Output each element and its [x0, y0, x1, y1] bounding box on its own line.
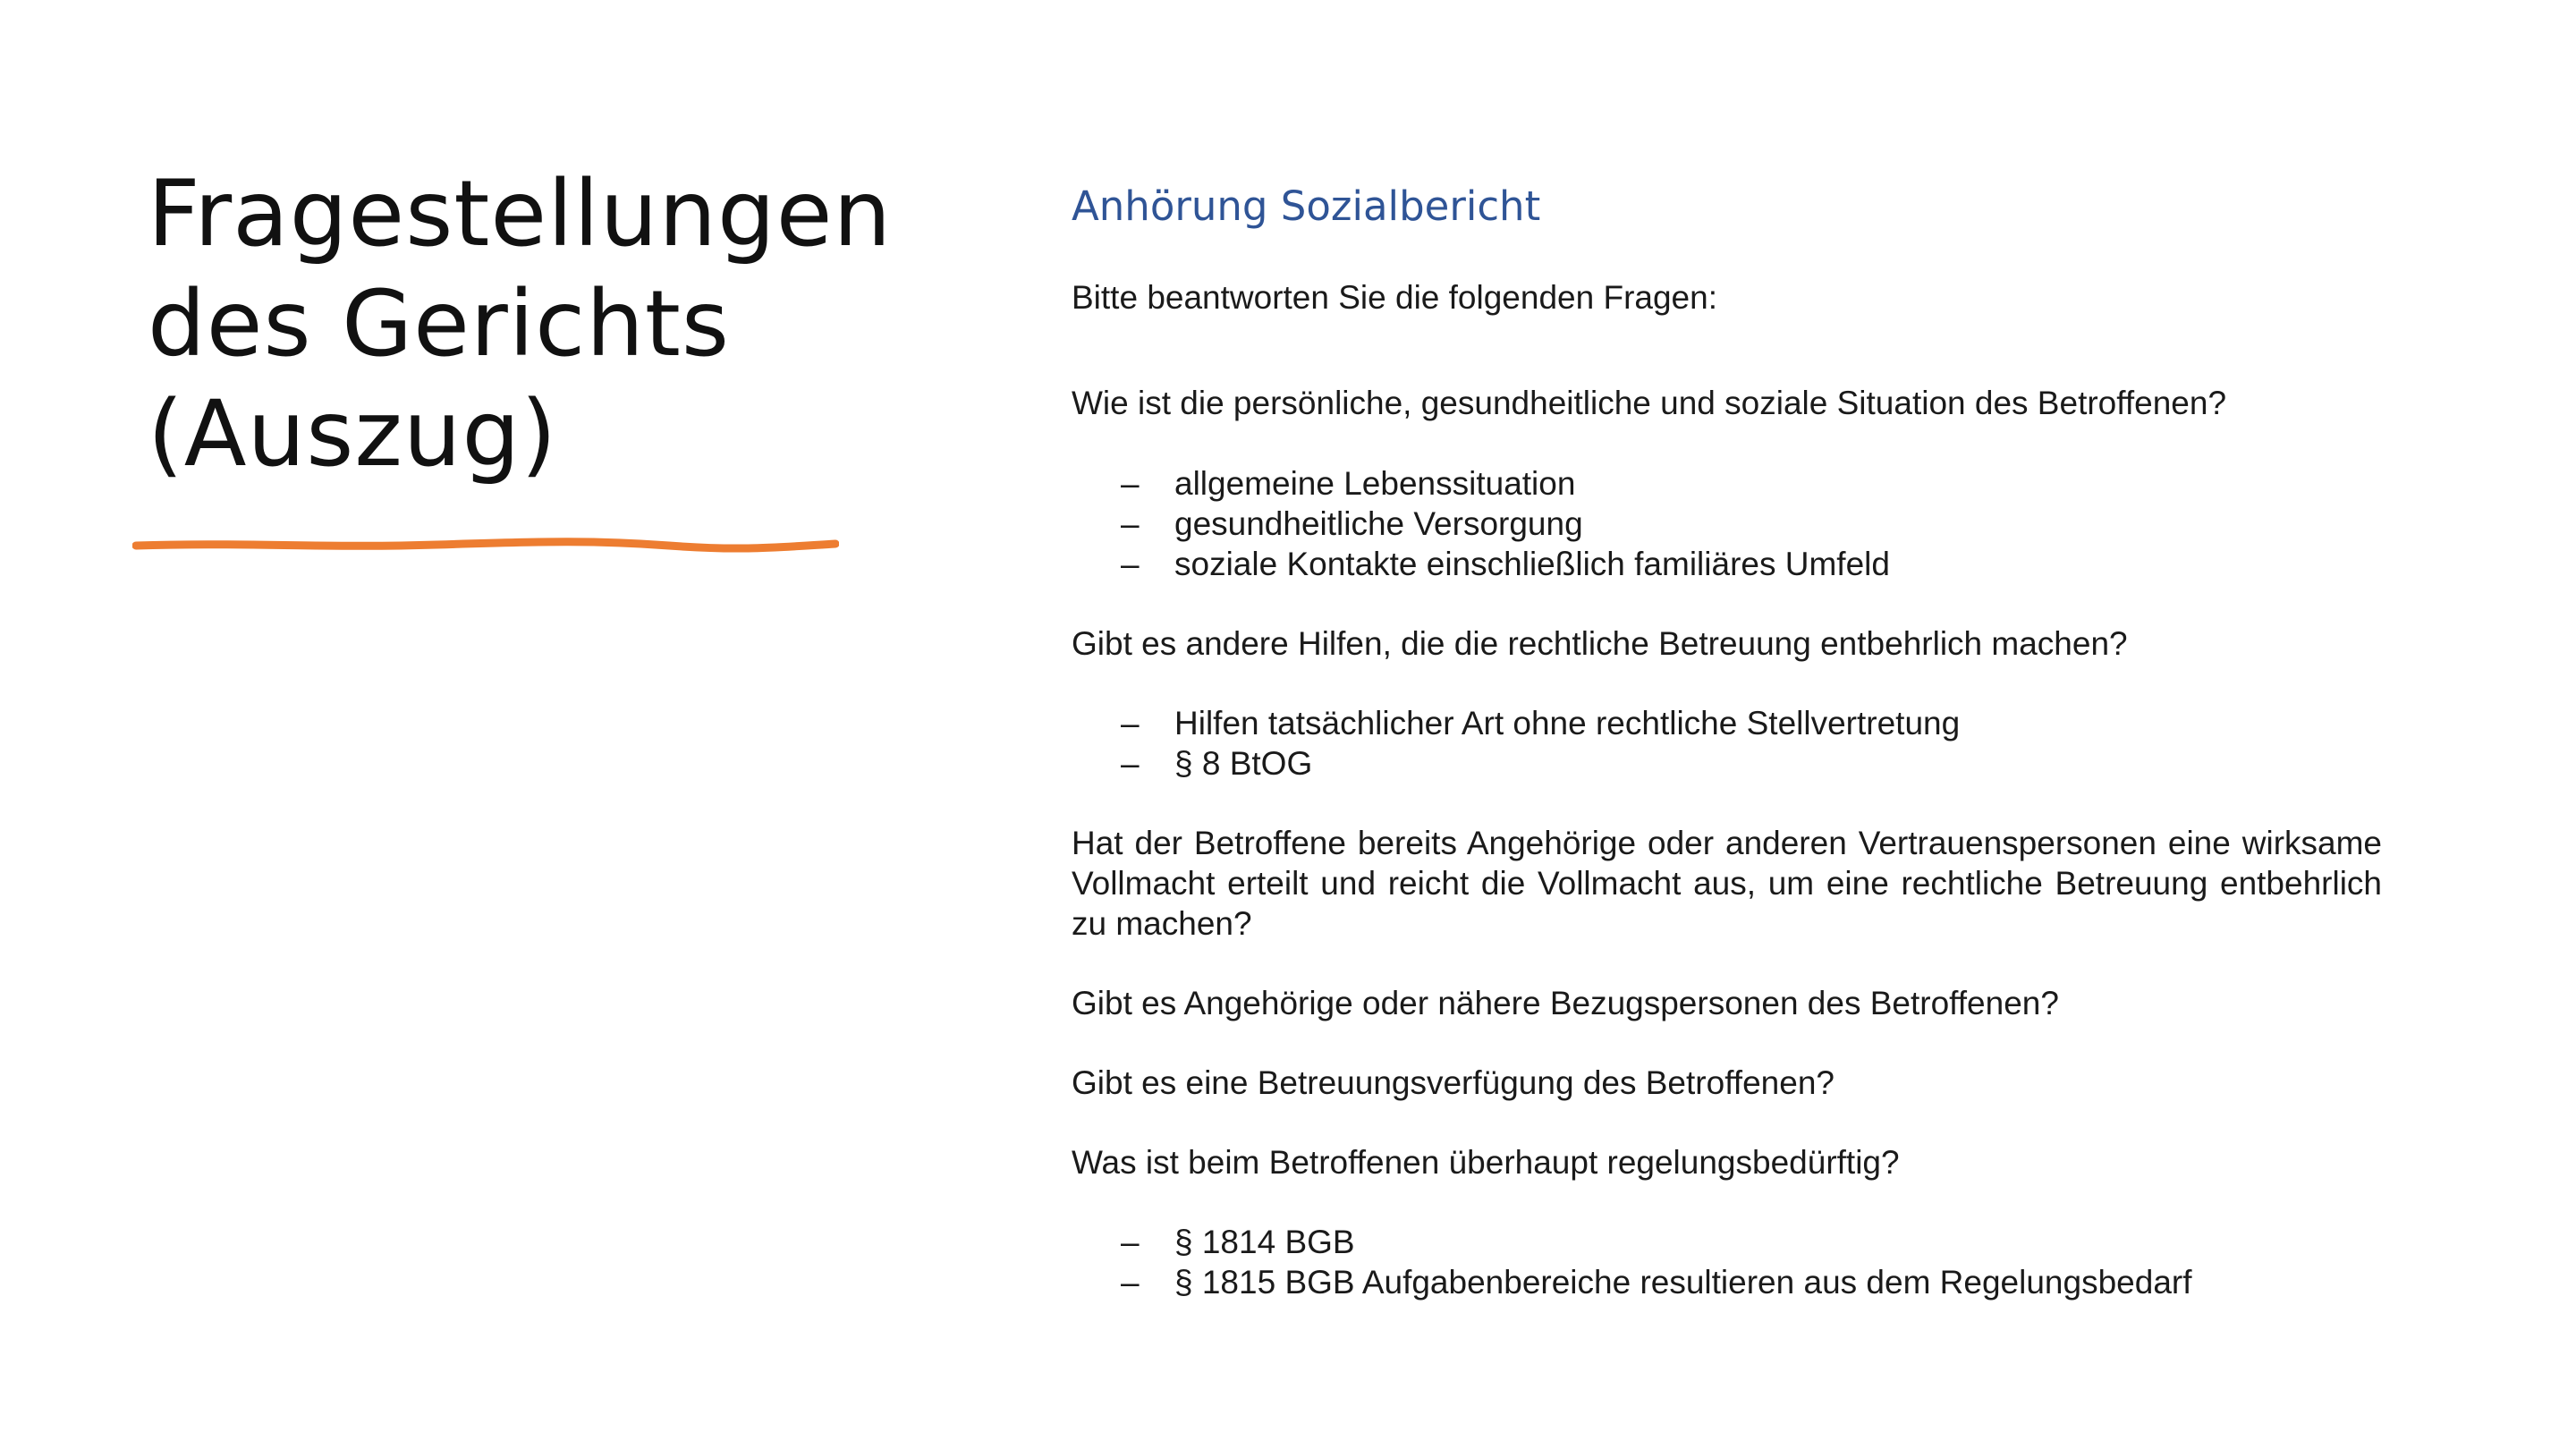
list-item: – gesundheitliche Versorgung — [1121, 504, 1890, 544]
question-other-help: Gibt es andere Hilfen, die die rechtliche Betreuung entbehrlich machen? — [1072, 625, 2128, 662]
title-accent-line — [132, 535, 839, 556]
list-item: – Hilfen tatsächlicher Art ohne rechtliche Stellvertretung — [1121, 703, 1960, 743]
slide-title — [148, 159, 935, 489]
question-other-help-bullets — [1121, 703, 1960, 784]
list-item: – § 8 BtOG — [1121, 743, 1960, 784]
intro-text: Bitte beantworten Sie die folgenden Fragen: — [1072, 279, 1717, 316]
question-situation-bullets — [1121, 463, 1890, 584]
question-relatives: Gibt es Angehörige oder nähere Bezugspersonen des Betroffenen? — [1072, 985, 2059, 1021]
document-heading: Anhörung Sozialbericht — [1072, 182, 1541, 230]
question-power-of-attorney: Hat der Betroffene bereits Angehörige oder anderen Vertrauenspersonen eine wirksame Vollmacht erteilt und reicht die Vollmacht aus, um eine rechtliche Betreuung entbehrlich zu machen? — [1072, 825, 2382, 942]
list-item: – allgemeine Lebenssituation — [1121, 463, 1890, 504]
list-item: – § 1815 BGB Aufgabenbereiche resultieren aus dem Regelungsbedarf — [1121, 1262, 2192, 1302]
list-item: – § 1814 BGB — [1121, 1222, 2192, 1262]
question-situation: Wie ist die persönliche, gesundheitliche und soziale Situation des Betroffenen? — [1072, 385, 2227, 421]
question-care-directive: Gibt es eine Betreuungsverfügung des Betroffenen? — [1072, 1064, 1835, 1101]
question-regulation-need: Was ist beim Betroffenen überhaupt regelungsbedürftig? — [1072, 1144, 1900, 1181]
list-item: – soziale Kontakte einschließlich familiäres Umfeld — [1121, 544, 1890, 584]
slide-title-line-3: (Auszug) — [148, 381, 558, 487]
question-regulation-need-bullets — [1121, 1222, 2192, 1302]
slide-title-line-2: des Gerichts — [148, 271, 730, 377]
slide-title-line-1: Fragestellungen — [148, 161, 893, 267]
